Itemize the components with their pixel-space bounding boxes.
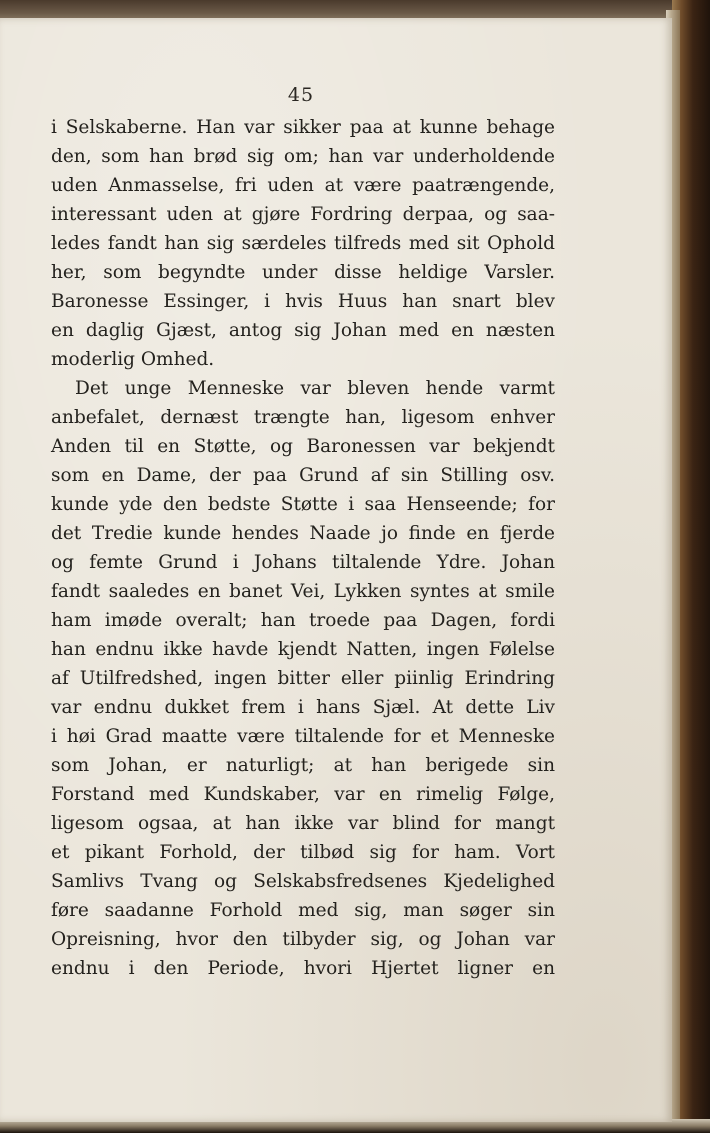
text-line: her, som begyndte under disse heldige Varsler. [51, 262, 555, 283]
text-line: uden Anmasselse, fri uden at være paatrængende, [51, 175, 555, 196]
text-line: ledes fandt han sig særdeles tilfreds med sit Ophold [51, 233, 555, 254]
text-line: Forstand med Kundskaber, var en rimelig Følge, [51, 784, 555, 805]
text-line: det Tredie kunde hendes Naade jo finde en fjerde [51, 523, 555, 544]
text-line: en daglig Gjæst, antog sig Johan med en næsten [51, 320, 555, 341]
text-line: Anden til en Støtte, og Baronessen var bekjendt [51, 436, 555, 457]
text-line: anbefalet, dernæst trængte han, ligesom enhver [51, 407, 555, 428]
paragraph-start-line: Det unge Menneske var bleven hende varmt [75, 378, 555, 399]
text-line: fandt saaledes en banet Vei, Lykken syntes at smile [51, 581, 555, 602]
text-line: den, som han brød sig om; han var underholdende [51, 146, 555, 167]
text-line: som en Dame, der paa Grund af sin Stilling osv. [51, 465, 555, 486]
body-text [51, 113, 555, 983]
text-line: af Utilfredshed, ingen bitter eller piinlig Erindring [51, 668, 555, 689]
text-line: som Johan, er naturligt; at han berigede sin [51, 755, 555, 776]
text-line: ham imøde overalt; han troede paa Dagen, fordi [51, 610, 555, 631]
text-line: føre saadanne Forhold med sig, man søger sin [51, 900, 555, 921]
text-line: i høi Grad maatte være tiltalende for et Menneske [51, 726, 555, 747]
text-line: han endnu ikke havde kjendt Natten, ingen Følelse [51, 639, 555, 660]
text-line: Samlivs Tvang og Selskabsfredsenes Kjedelighed [51, 871, 555, 892]
page-number: 45 [287, 84, 315, 106]
text-line: og femte Grund i Johans tiltalende Ydre. Johan [51, 552, 555, 573]
text-line: var endnu dukket frem i hans Sjæl. At dette Liv [51, 697, 555, 718]
text-line: kunde yde den bedste Støtte i saa Henseende; for [51, 494, 555, 515]
text-line: Opreisning, hvor den tilbyder sig, og Johan var [51, 929, 555, 950]
text-line: Baronesse Essinger, i hvis Huus han snart blev [51, 291, 555, 312]
text-line: ligesom ogsaa, at han ikke var blind for mangt [51, 813, 555, 834]
text-line: i Selskaberne. Han var sikker paa at kunne behage [51, 117, 555, 138]
text-line: interessant uden at gjøre Fordring derpaa, og saa- [51, 204, 555, 225]
text-line: endnu i den Periode, hvori Hjertet ligner en [51, 958, 555, 979]
paragraph-end-line: moderlig Omhed. [51, 349, 215, 370]
text-line: et pikant Forhold, der tilbød sig for ham. Vort [51, 842, 555, 863]
